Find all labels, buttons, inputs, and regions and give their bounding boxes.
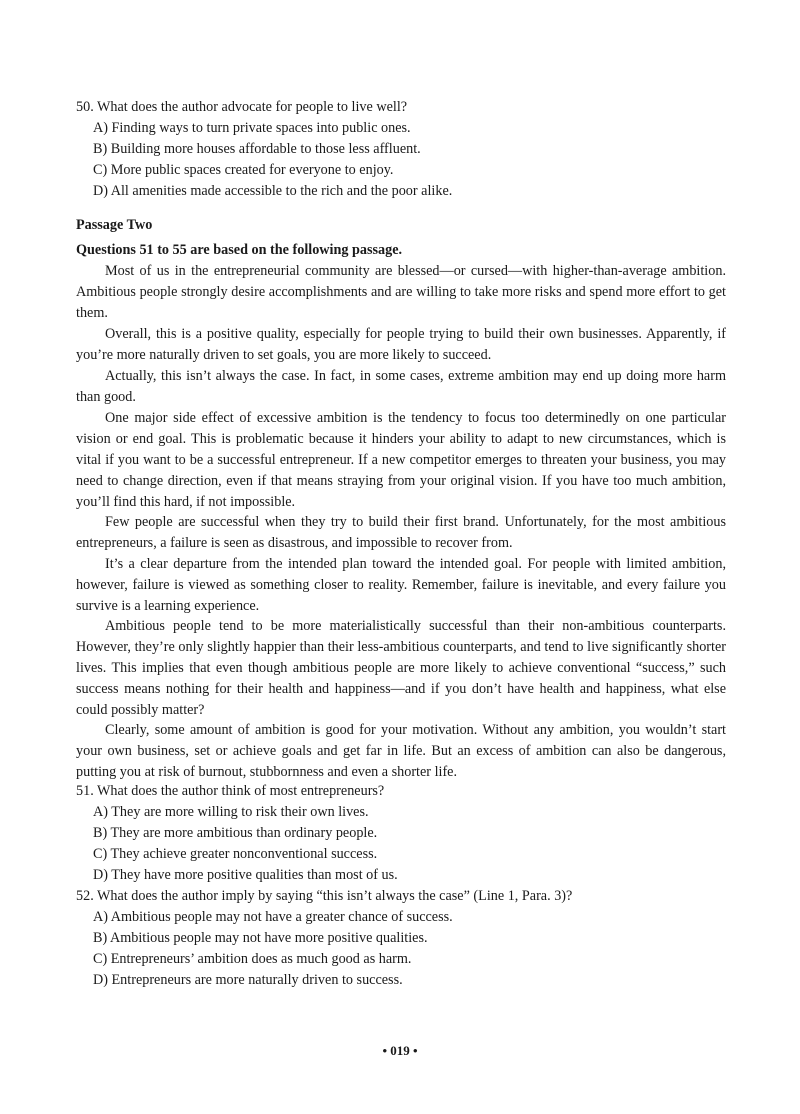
question-50-option-d: D) All amenities made accessible to the rich and the poor alike. (93, 183, 453, 199)
page-number: • 019 • (382, 1043, 418, 1058)
question-52-option-d: D) Entrepreneurs are more naturally driven to success. (93, 972, 403, 988)
question-50-option-c: C) More public spaces created for everyone to enjoy. (93, 162, 394, 178)
passage-paragraph-5: Few people are successful when they try to build their first brand. Unfortunately, for the most ambitious entrepreneurs, a failure is seen as disastrous, and impossible to recover from. (76, 514, 726, 551)
question-51-option-b: B) They are more ambitious than ordinary people. (93, 825, 378, 841)
question-51-option-c: C) They achieve greater nonconventional success. (93, 846, 378, 862)
question-51-option-d: D) They have more positive qualities than most of us. (93, 867, 398, 883)
passage-paragraph-4: One major side effect of excessive ambition is the tendency to focus too determinedly on one particular vision or end goal. This is problematic because it hinders your ability to adapt to new circumstances, which is vital if you want to be a successful entrepreneur. If a new competitor emerges to threaten your business, you may need to change direction, even if that means straying from your original vision. If you have too much ambition, you’ll find this hard, if not impossible. (76, 410, 726, 510)
question-52-option-b: B) Ambitious people may not have more positive qualities. (93, 930, 428, 946)
passage-paragraph-6: It’s a clear departure from the intended plan toward the intended goal. For people with limited ambition, however, failure is viewed as something closer to reality. Remember, failure is inevitable, and every failure you survive is a learning experience. (76, 556, 726, 614)
question-51-stem: 51. What does the author think of most entrepreneurs? (76, 783, 385, 799)
passage-heading: Passage Two (76, 217, 153, 233)
question-50-stem: 50. What does the author advocate for people to live well? (76, 99, 408, 115)
passage-paragraph-3: Actually, this isn’t always the case. In fact, in some cases, extreme ambition may end up doing more harm than good. (76, 368, 726, 405)
question-52-stem: 52. What does the author imply by saying “this isn’t always the case” (Line 1, Para. 3)? (76, 888, 573, 904)
passage-paragraph-2: Overall, this is a positive quality, especially for people trying to build their own businesses. Apparently, if you’re more naturally driven to set goals, you are more likely to succeed. (76, 326, 726, 363)
question-52-option-c: C) Entrepreneurs’ ambition does as much good as harm. (93, 951, 412, 967)
question-50-option-a: A) Finding ways to turn private spaces into public ones. (93, 120, 411, 136)
passage-instruction: Questions 51 to 55 are based on the following passage. (76, 242, 403, 258)
question-52-option-a: A) Ambitious people may not have a greater chance of success. (93, 909, 453, 925)
passage-paragraph-1: Most of us in the entrepreneurial community are blessed—or cursed—with higher-than-average ambition. Ambitious people strongly desire accomplishments and are willing to take more risks and spend more effort to get them. (76, 263, 726, 321)
passage-paragraph-7: Ambitious people tend to be more materialistically successful than their non-ambitious counterparts. However, they’re only slightly happier than their less-ambitious counterparts, and tend to live significantly shorter lives. This implies that even though ambitious people are more likely to achieve conventional “success,” such success means nothing for their health and happiness—and if you don’t have health and happiness, what else could possibly matter? (76, 618, 726, 718)
passage-paragraph-8: Clearly, some amount of ambition is good for your motivation. Without any ambition, you wouldn’t start your own business, set or achieve goals and get far in life. But an excess of ambition can also be dangerous, putting you at risk of burnout, stubbornness and even a shorter life. (76, 722, 726, 780)
question-50-option-b: B) Building more houses affordable to those less affluent. (93, 141, 421, 157)
question-51-option-a: A) They are more willing to risk their own lives. (93, 804, 369, 820)
